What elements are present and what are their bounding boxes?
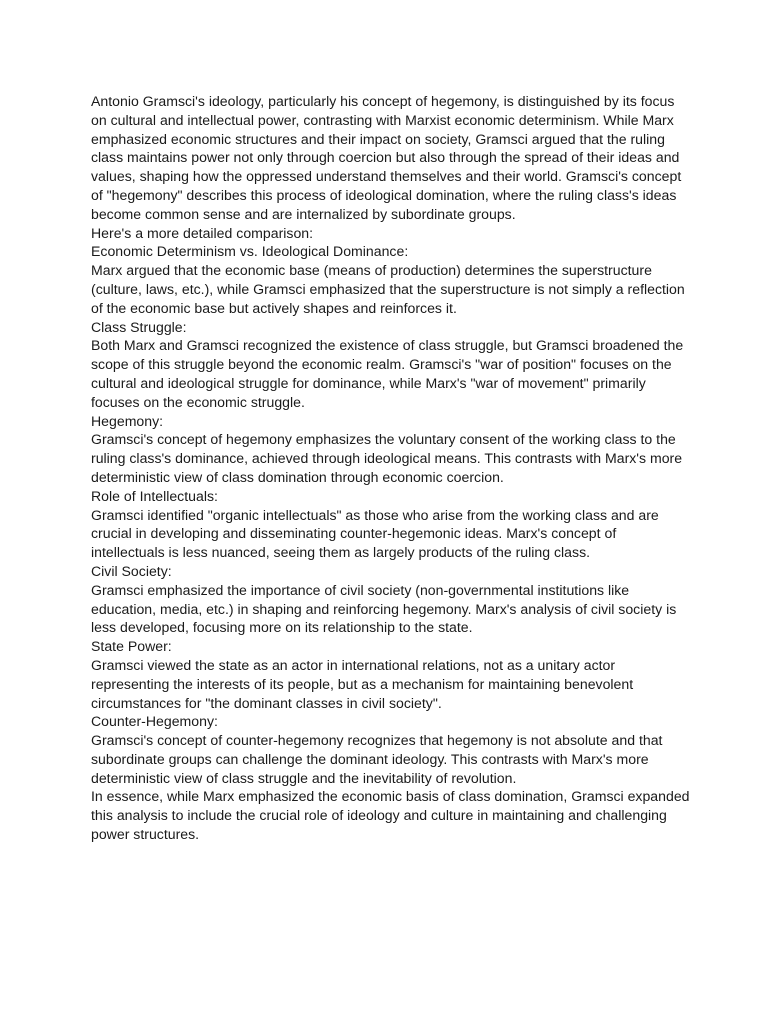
- document-page: [91, 92, 691, 844]
- section-body-civil-society: Gramsci emphasized the importance of civil society (non-governmental institutions like education, media, etc.) in shaping and reinforcing hegemony. Marx's analysis of civil society is less developed, focusing more on its relationship to the state.: [91, 581, 677, 636]
- section-heading-counter-hegemony: Counter-Hegemony:: [91, 713, 218, 730]
- intro-paragraph: Antonio Gramsci's ideology, particularly his concept of hegemony, is distinguished by its focus on cultural and intellectual power, contrasting with Marxist economic determinism. While Marx emphasized economic structures and their impact on society, Gramsci argued that the ruling class maintains power not only through coercion but also through the spread of their ideas and values, shaping how the oppressed understand themselves and their world. Gramsci's concept of "hegemony" describes this process of ideological domination, where the ruling class's ideas become common sense and are internalized by subordinate groups.: [91, 93, 682, 222]
- conclusion-paragraph: In essence, while Marx emphasized the economic basis of class domination, Gramsci expanded this analysis to include the crucial role of ideology and culture in maintaining and challenging power structures.: [91, 788, 690, 843]
- section-body-counter-hegemony: Gramsci's concept of counter-hegemony recognizes that hegemony is not absolute and that subordinate groups can challenge the dominant ideology. This contrasts with Marx's more deterministic view of class struggle and the inevitability of revolution.: [91, 732, 663, 786]
- section-body-hegemony: Gramsci's concept of hegemony emphasizes the voluntary consent of the working class to the ruling class's dominance, achieved through ideological means. This contrasts with Marx's more deterministic view of class domination through economic coercion.: [91, 431, 683, 485]
- section-body-class-struggle: Both Marx and Gramsci recognized the existence of class struggle, but Gramsci broadened the scope of this struggle beyond the economic realm. Gramsci's "war of position" focuses on the cultural and ideological struggle for dominance, while Marx's "war of movement" primarily focuses on the economic struggle.: [91, 337, 684, 410]
- section-heading-class-struggle: Class Struggle:: [91, 318, 187, 335]
- lead-in-line: Here's a more detailed comparison:: [91, 224, 314, 241]
- section-body-state-power: Gramsci viewed the state as an actor in international relations, not as a unitary actor representing the interests of its people, but as a mechanism for maintaining benevolent circumstances for "the dominant classes in civil society".: [91, 656, 634, 711]
- section-heading-hegemony: Hegemony:: [91, 412, 164, 429]
- section-body-economic-determinism: Marx argued that the economic base (means of production) determines the superstructure (culture, laws, etc.), while Gramsci emphasized that the superstructure is not simply a reflection of the economic base but actively shapes and reinforces it.: [91, 262, 685, 316]
- section-heading-state-power: State Power:: [91, 638, 172, 655]
- section-heading-role-of-intellectuals: Role of Intellectuals:: [91, 487, 218, 504]
- section-heading-civil-society: Civil Society:: [91, 562, 172, 579]
- section-heading-economic-determinism: Economic Determinism vs. Ideological Dominance:: [91, 243, 409, 260]
- section-body-role-of-intellectuals: Gramsci identified "organic intellectuals" as those who arise from the working class and are crucial in developing and disseminating counter-hegemonic ideas. Marx's concept of intellectuals is less nuanced, seeing them as largely products of the ruling class.: [91, 506, 659, 561]
